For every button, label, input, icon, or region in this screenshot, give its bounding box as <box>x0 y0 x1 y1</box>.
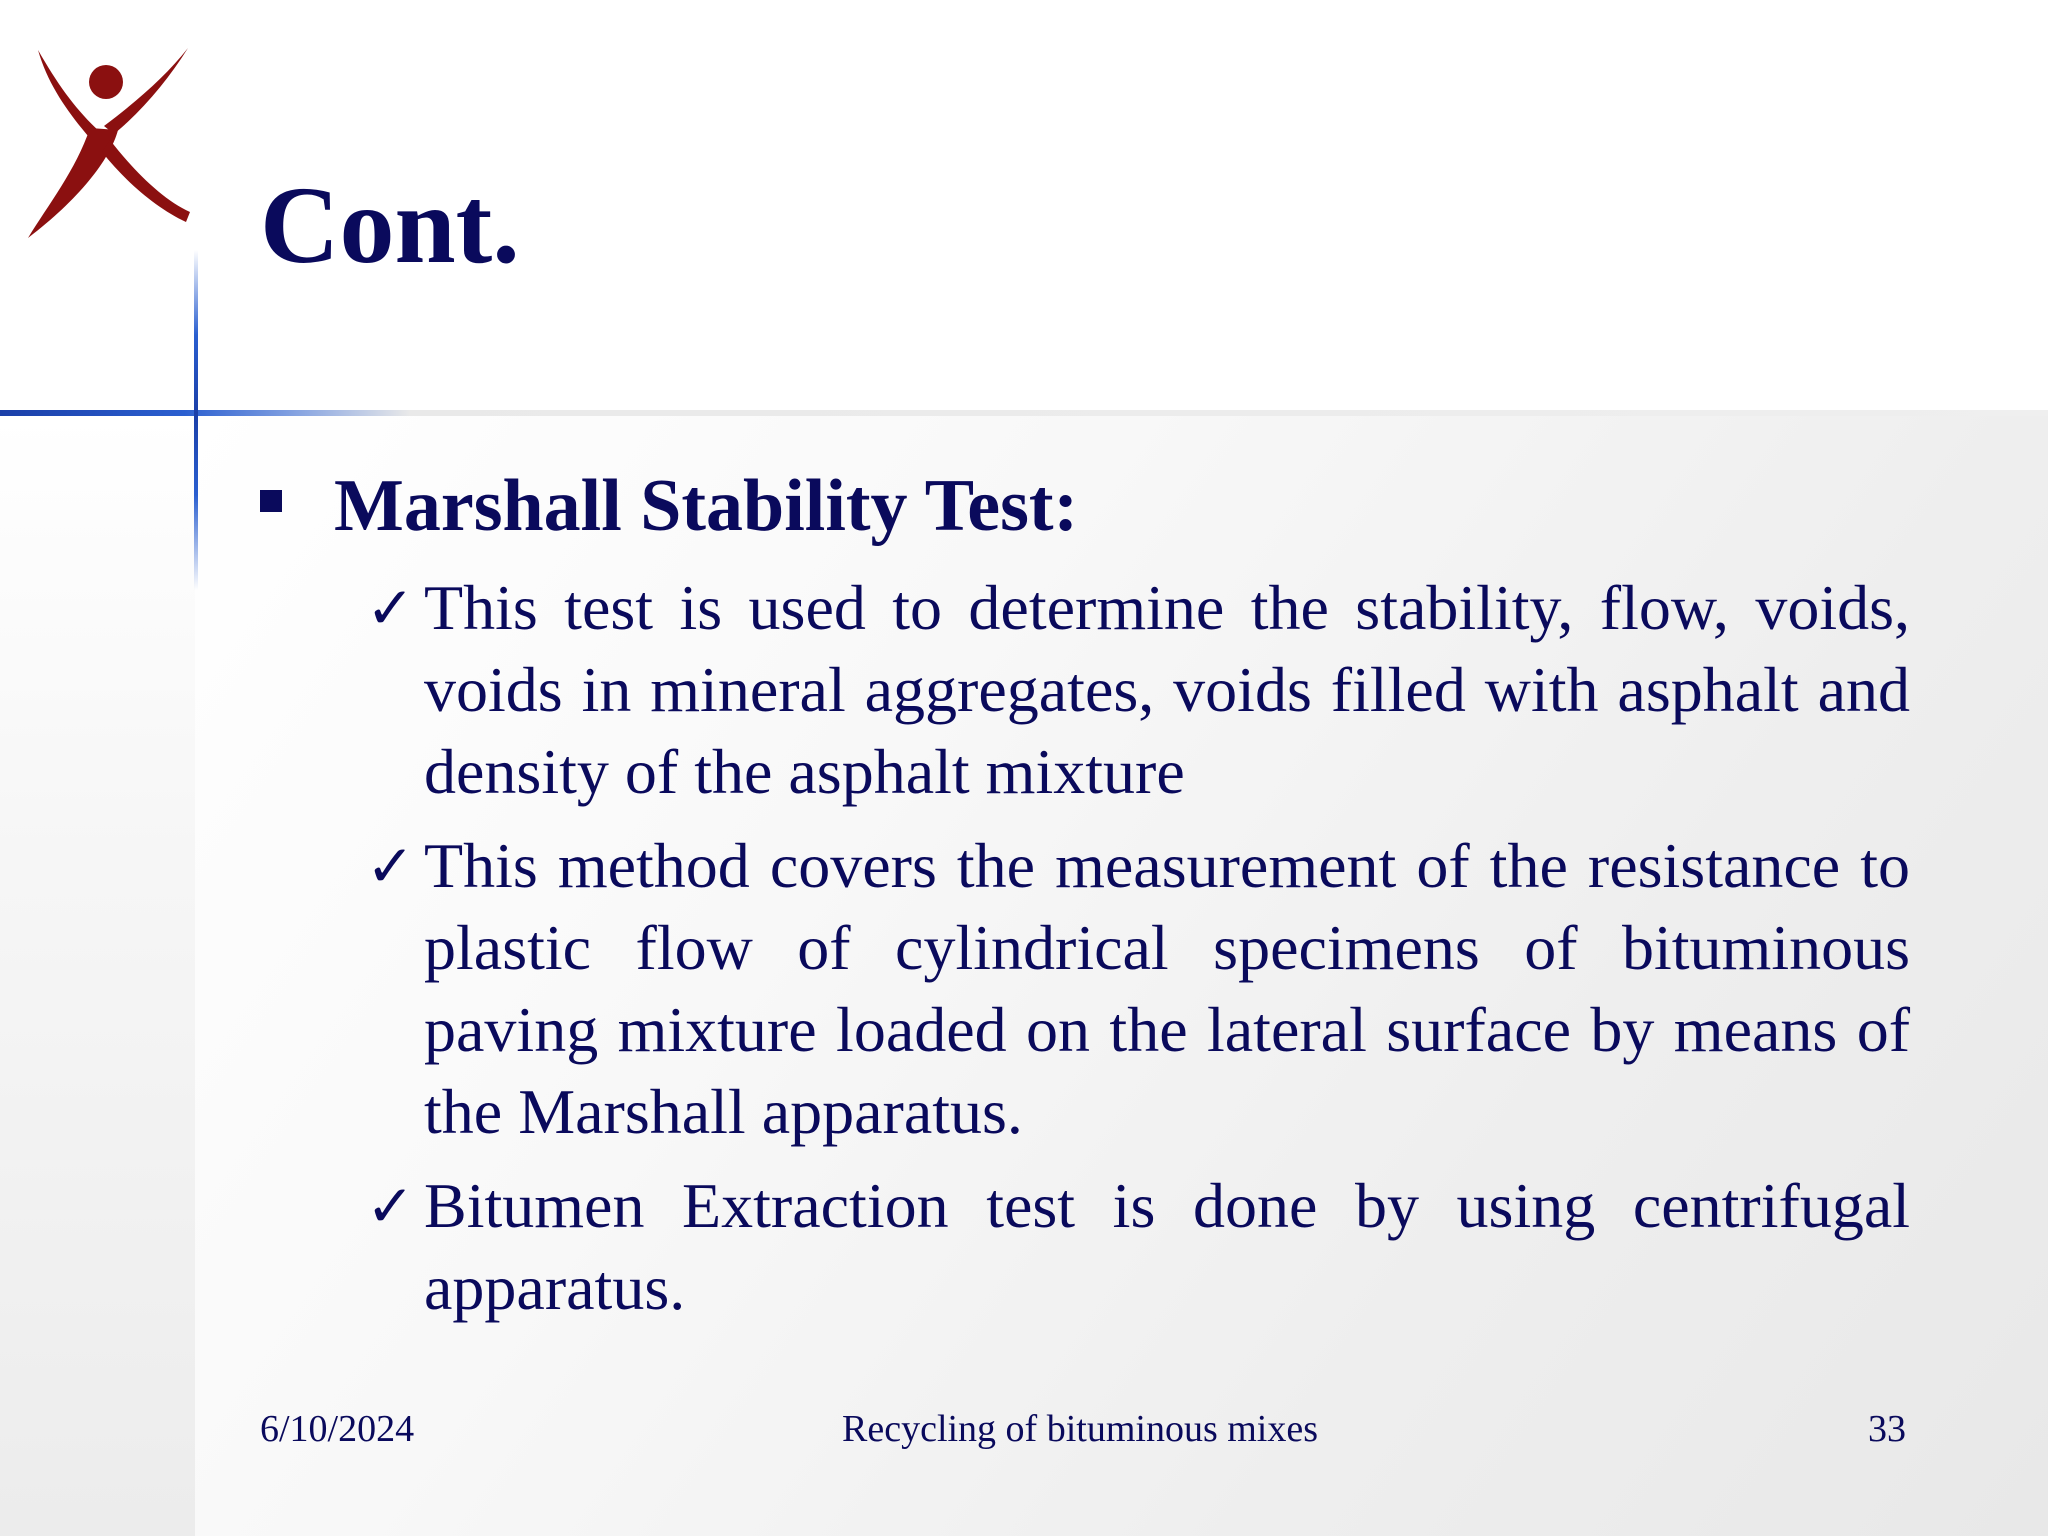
sub-bullet-text: This test is used to determine the stability, flow, voids, voids in mineral aggregates, voids filled with asphalt and density of the asphalt mixture <box>424 571 1910 807</box>
sub-bullet-item <box>366 1165 1910 1329</box>
main-bullet-label: Marshall Stability Test: <box>334 465 1079 547</box>
sub-bullet-item <box>366 567 1910 813</box>
sub-bullet-item <box>366 825 1910 1153</box>
left-background-strip <box>0 415 196 1536</box>
main-bullet-item <box>260 460 1910 553</box>
footer-page-number: 33 <box>1868 1408 1906 1450</box>
footer-title: Recycling of bituminous mixes <box>842 1408 1319 1450</box>
square-bullet-icon <box>260 490 282 512</box>
horizontal-divider <box>0 410 2048 416</box>
slide-title: Cont. <box>260 164 520 286</box>
sub-bullet-text: This method covers the measurement of the resistance to plastic flow of cylindrical specimens of bituminous paving mixture loaded on the lateral surface by means of the Marshall apparatus. <box>424 829 1910 1147</box>
checkmark-icon: ✓ <box>366 831 415 900</box>
sub-bullet-text: Bitumen Extraction test is done by using centrifugal apparatus. <box>424 1169 1910 1323</box>
checkmark-icon: ✓ <box>366 573 415 642</box>
footer-date: 6/10/2024 <box>260 1408 415 1450</box>
stick-figure-logo-icon <box>18 40 193 245</box>
checkmark-icon: ✓ <box>366 1171 415 1240</box>
sub-bullet-list <box>366 567 1910 1329</box>
vertical-divider <box>194 250 198 590</box>
slide-content <box>260 460 1910 1341</box>
